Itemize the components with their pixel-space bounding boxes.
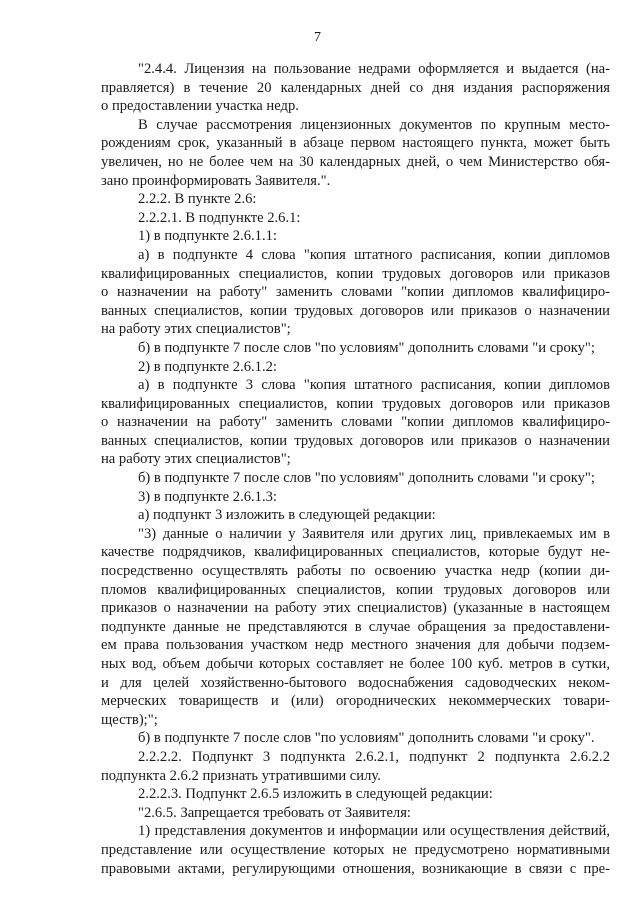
text-line: ванных специалистов, копии трудовых договоров или приказов о назначении — [101, 432, 610, 449]
text-line: на работу этих специалистов"; — [101, 451, 291, 468]
text-line: "2.4.4. Лицензия на пользование недрами оформляется и выдается (на- — [138, 61, 610, 77]
text-line: ществ);"; — [101, 711, 158, 728]
text-line: 2.2.2. В пункте 2.6: — [138, 191, 257, 208]
text-line: ванных специалистов, копии трудовых договоров или приказов о назначении — [101, 302, 610, 319]
text-line: 2) в подпункте 2.6.1.2: — [138, 358, 277, 375]
text-line: о назначении на работу" заменить словами "копии дипломов квалифициро- — [101, 414, 610, 431]
text-line: а) подпункт 3 изложить в следующей редакции: — [138, 507, 436, 524]
text-line: пломов квалифицированных специалистов, копии трудовых договоров или — [101, 581, 610, 598]
text-line: подпункта 2.6.2 признать утратившими силу. — [101, 767, 381, 784]
text-line: квалифицированных специалистов, копии трудовых договоров или приказов — [101, 395, 610, 412]
text-line: посредственно осуществлять работы по освоению участка недр (копии ди- — [101, 563, 610, 580]
text-line: на работу этих специалистов"; — [101, 321, 291, 338]
text-line: увеличен, но не более чем на 30 календарных дней, о чем Министерство обя- — [101, 153, 610, 170]
text-line: 2.2.2.1. В подпункте 2.6.1: — [138, 209, 301, 226]
text-line: б) в подпункте 7 после слов "по условиям" дополнить словами "и сроку"; — [138, 339, 595, 356]
text-line: а) в подпункте 4 слова "копия штатного расписания, копии дипломов — [138, 246, 610, 263]
text-line: ных вод, объем добычи которых составляет не более 100 куб. метров в сутки, — [101, 656, 610, 672]
text-line: зано проинформировать Заявителя.". — [101, 172, 331, 189]
text-line: качестве подрядчиков, квалифицированных специалистов, которые будут не- — [101, 544, 610, 561]
text-line: правовыми актами, регулирующими отношения, возникающие в связи с пре- — [101, 860, 610, 877]
text-line: подпункте данные не представляются в случае обращения за предоставлени- — [101, 618, 610, 635]
text-line: "3) данные о наличии у Заявителя или других лиц, привлекаемых им в — [138, 525, 610, 542]
text-line: о назначении на работу" заменить словами "копии дипломов квалифициро- — [101, 284, 610, 301]
page-number: 7 — [314, 30, 321, 45]
text-line: б) в подпункте 7 после слов "по условиям" дополнить словами "и сроку". — [138, 730, 595, 747]
text-line: квалифицированных специалистов, копии трудовых договоров или приказов — [101, 265, 610, 282]
text-line: представление или осуществление которых не предусмотрено нормативными — [101, 841, 610, 858]
text-line: В случае рассмотрения лицензионных документов по крупным место- — [138, 116, 610, 133]
text-line: 3) в подпункте 2.6.1.3: — [138, 488, 277, 505]
text-line: приказов о назначении на работу этих специалистов) (указанные в настоящем — [101, 600, 610, 617]
text-line: и для целей хозяйственно-бытового водоснабжения садоводческих неком- — [101, 674, 610, 691]
text-line: 1) в подпункте 2.6.1.1: — [138, 228, 277, 245]
text-line: 2.2.2.3. Подпункт 2.6.5 изложить в следующей редакции: — [138, 786, 493, 803]
text-line: "2.6.5. Запрещается требовать от Заявителя: — [138, 804, 411, 821]
text-line: 2.2.2.2. Подпункт 3 подпункта 2.6.2.1, подпункт 2 подпункта 2.6.2.2 — [138, 748, 610, 765]
text-line: ем права пользования участком недр местного значения для добычи подзем- — [101, 637, 610, 654]
text-line: 1) представления документов и информации или осуществления действий, — [138, 823, 610, 840]
text-line: б) в подпункте 7 после слов "по условиям" дополнить словами "и сроку"; — [138, 470, 595, 487]
text-line: правляется) в течение 20 календарных дней со дня издания распоряжения — [101, 79, 610, 96]
text-line: мерческих товариществ и (или) огороднических некоммерческих товари- — [101, 693, 610, 710]
document-body — [101, 60, 610, 878]
text-line: рождениям срок, указанный в абзаце первом настоящего пункта, может быть — [101, 135, 610, 152]
text-line: о предоставлении участка недр. — [101, 98, 299, 115]
text-line: а) в подпункте 3 слова "копия штатного расписания, копии дипломов — [138, 377, 610, 394]
